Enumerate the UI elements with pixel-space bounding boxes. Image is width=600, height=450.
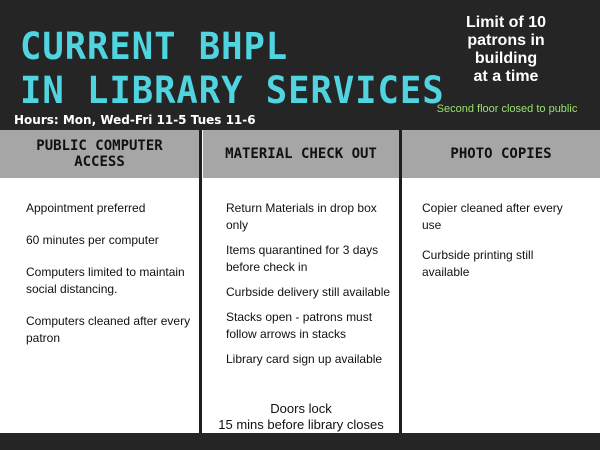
heading-line: PUBLIC COMPUTER: [36, 138, 163, 154]
list-item: Computers cleaned after every patron: [26, 314, 191, 345]
column-divider: [199, 130, 202, 433]
list-item: Items quarantined for 3 days before check in: [226, 243, 379, 274]
heading-line: ACCESS: [74, 154, 125, 170]
list-item: Computers limited to maintain social distancing.: [26, 265, 185, 296]
list-item: Return Materials in drop box only: [226, 201, 377, 232]
second-floor-notice: Second floor closed to public: [436, 103, 578, 115]
capacity-line: Limit of 10: [465, 14, 546, 31]
list-item: Curbside printing still available: [422, 248, 534, 279]
heading-line: MATERIAL CHECK OUT: [225, 146, 377, 162]
list-item: Appointment preferred: [26, 201, 146, 215]
title-line-1: CURRENT BHPL: [20, 25, 289, 68]
services-table: [0, 130, 600, 433]
capacity-line: building: [474, 50, 538, 67]
list-item: Copier cleaned after every use: [422, 201, 563, 232]
capacity-notice: [446, 14, 566, 86]
hours-text: Hours: Mon, Wed-Fri 11-5 Tues 11-6: [14, 113, 256, 127]
title-line-2: IN LIBRARY SERVICES: [20, 69, 445, 112]
column-heading-computer-access: [0, 130, 199, 178]
heading-line: PHOTO COPIES: [450, 146, 552, 162]
list-item: Curbside delivery still available: [226, 285, 391, 299]
capacity-line: patrons in: [467, 32, 545, 49]
column-heading-material-checkout: [203, 130, 399, 178]
bottom-bar: [0, 433, 600, 450]
material-checkout-list: [226, 200, 391, 376]
column-divider: [399, 130, 402, 433]
photo-copies-list: [422, 200, 582, 294]
header: [0, 0, 600, 130]
list-item: Stacks open - patrons must follow arrows in stacks: [226, 310, 373, 341]
list-item: Library card sign up available: [226, 352, 383, 366]
doors-line: 15 mins before library closes: [218, 417, 384, 432]
column-heading-photo-copies: [402, 130, 600, 178]
computer-access-list: [26, 200, 191, 362]
doors-line: Doors lock: [270, 401, 332, 416]
capacity-line: at a time: [473, 68, 539, 85]
list-item: 60 minutes per computer: [26, 233, 159, 247]
doors-lock-notice: [203, 401, 399, 433]
